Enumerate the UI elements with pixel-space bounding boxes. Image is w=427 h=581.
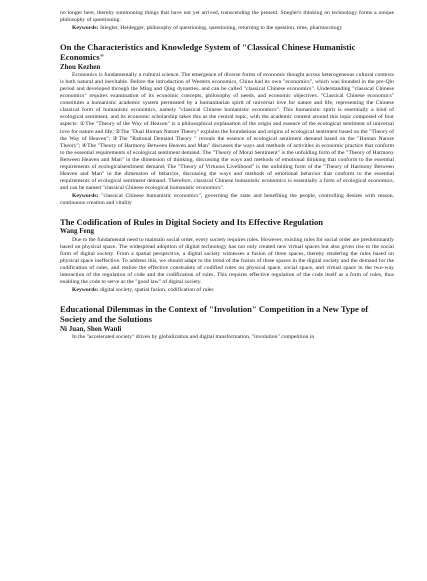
article-author: Zhou Kezhen: [60, 62, 101, 71]
keywords-text: "classical Chinese humanistic economics", governing the state and benefiting the people, controlling desires with reason, continuous creation and vitality: [60, 192, 395, 206]
article-keywords: [60, 193, 394, 207]
keywords-label: Keywords:: [72, 25, 99, 32]
article-2: [60, 217, 394, 294]
intro-text: no longer here, thereby summoning things that have not yet arrived, transcending the present. Stiegler's thinking on technology forms a unique philosophy of questioning.: [60, 10, 394, 24]
article-keywords: [60, 287, 394, 294]
intro-keywords: [60, 25, 394, 32]
article-title: On the Characteristics and Knowledge System of "Classical Chinese Humanistic Economics": [60, 42, 356, 63]
article-author: Ni Juan, Shen Wanli: [60, 324, 122, 333]
article-abstract: Due to the fundamental need to maintain social order, every society requires rules. However, existing rules for social order are predominantly based on physical space. The widespread adoption of digital technology has not only created new virtual spaces but also given rise to the social form of digital society. From a spatial perspective, a digital society witnesses a fusion of three spaces, thereby rendering the rules based on physical space ineffective. To address this, we should adapt to the trend of the fusion of three spaces in the digital society and the demand for the codification of rules, and realize the effective constraints of codified rules on physical space, social space, and virtual space in the two-way interaction of the regulation of code and the codification of rules. This requires effective regulation of the code itself as a form of rules, thus enabling the code to serve as the "good law" of digital society.: [60, 236, 394, 286]
intro-section: [60, 10, 394, 32]
keywords-text: Stiegler, Heidegger, philosophy of questioning, questioning, returning to the question, time, pharmacology: [99, 25, 343, 32]
article-title: The Codification of Rules in Digital Society and Its Effective Regulation: [60, 217, 324, 228]
article-author: Wang Feng: [60, 227, 95, 236]
keywords-text: digital society, spatial fusion, codification of rules: [99, 287, 214, 294]
article-1: [60, 42, 394, 207]
article-3: [60, 304, 394, 341]
article-abstract: In the "accelerated society" driven by globalization and digital transformation, "involution" competition in: [72, 334, 315, 341]
keywords-label: Keywords:: [72, 192, 99, 199]
article-abstract: Economics is fundamentally a cultural science. The emergence of diverse forms of economic thought across heterogeneous cultural contexts is both natural and inevitable. Before the introduction of Western economics, China had its own "economics", which was founded in the pre-Qin period and developed through the Ming and Qing dynasties, and can be called "classical Chinese economics". Understanding "classical Chinese economics" requires examination of its economic concepts, philosophy of needs, and economic objectives. "Classical Chinese economics" constitutes a humanistic academic system permeated by a humanitarian spirit of universal love for nature and life, representing the Chinese classical form of humanistic economics, namely "classical Chinese humanistic economics". This humanistic spirit is essentially a kind of ecological sentiment, and its economic scholarship takes this as the central topic, with the academic content around this topic composed of four aspects: ①The "Theory of the Way of Heaven" is a philosophical explanation of the origin and essence of the ecological sentiment of universal love for nature and life; ②The "Dual Human Nature Theory" explains the foundations and origins of ecological sentiment based on the "Theory of the Way of Heaven"; ③The "Rational Demand Theory " reveals the essence of ecological sentiment demand based on the "Human Nature Theory"; ④The "Theory of Harmony Between Heaven and Man" discusses the ways and methods of activities in economic practice that conform to the essential requirements of ecological sentiment demand. The "Theory of Moral Sentiment" is the unfolding form of the "Theory of Harmony Between Heaven and Man" in the dimension of thinking, discussing the ways and methods of emotional thinking that conform to the essential requirements of ecologicalsentiment demand; The "Theory of Virtuous Livelihood" is the unfolding form of the "Theory of Harmony Between Heaven and Man" in the dimension of behavior, discussing the ways and methods of emotional behavior that conform to the essential requirements of ecological sentiment demand. Therefore, classical Chinese humanistic economics is essentially a form of ecological economics, and can be named "classical Chinese ecological humanistic economics".: [60, 72, 394, 191]
article-title: Educational Dilemmas in the Context of "Involution" Competition in a New Type of Society and the Solutions: [60, 304, 369, 325]
keywords-label: Keywords:: [72, 287, 99, 294]
